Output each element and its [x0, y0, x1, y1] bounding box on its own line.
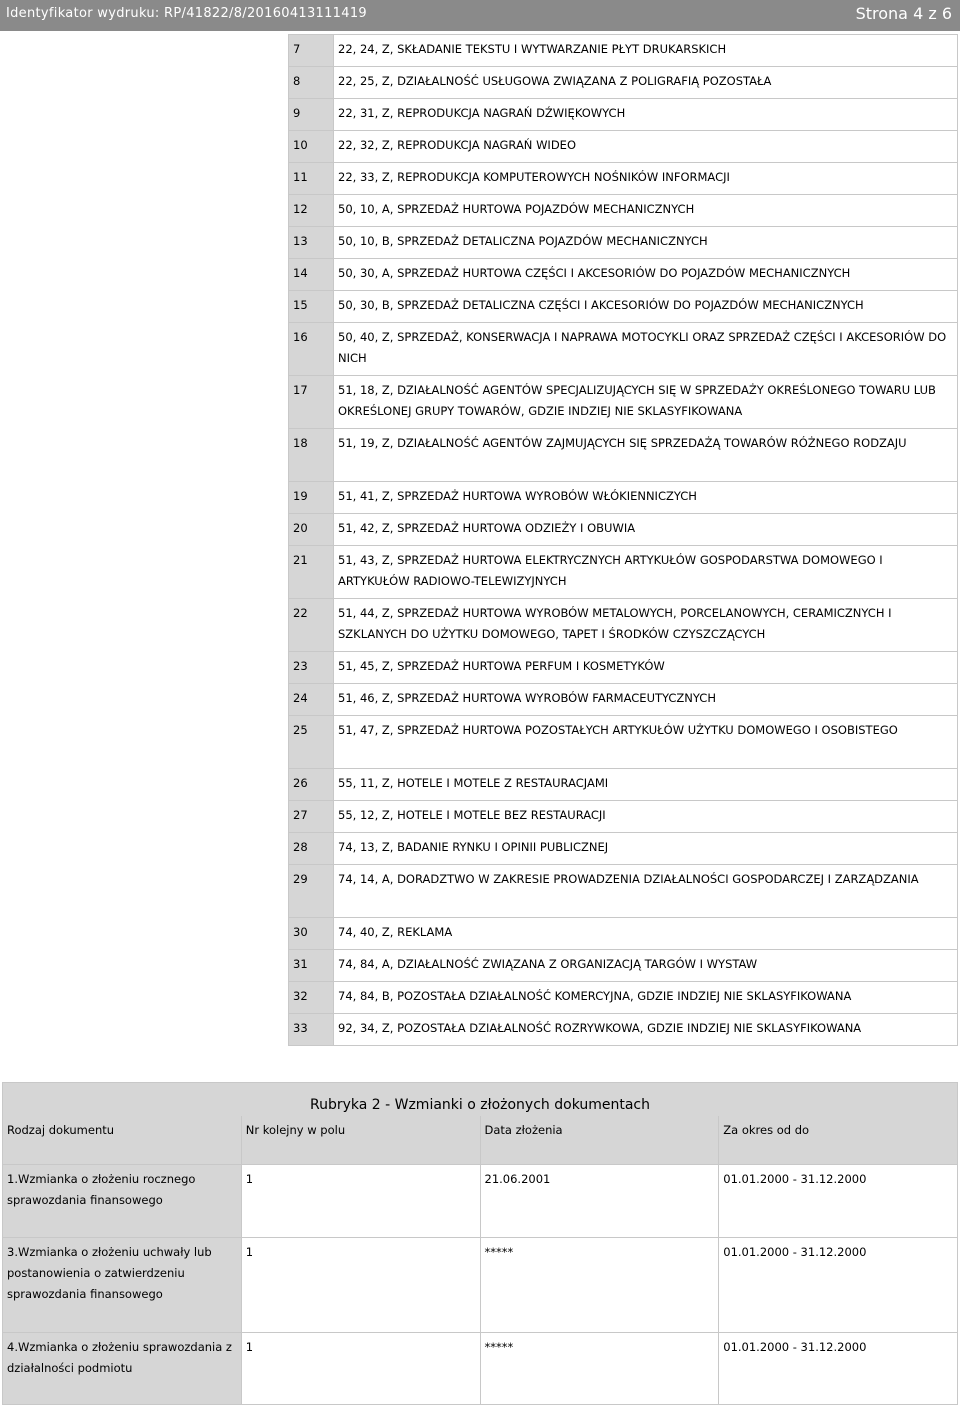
activity-description: 51, 19, Z, DZIAŁALNOŚĆ AGENTÓW ZAJMUJĄCYCH SIĘ SPRZEDAŻĄ TOWARÓW RÓŻNEGO RODZAJU — [334, 429, 958, 482]
activity-description: 51, 44, Z, SPRZEDAŻ HURTOWA WYROBÓW METALOWYCH, PORCELANOWYCH, CERAMICZNYCH I SZKLANYCH DO UŻYTKU DOMOWEGO, TAPET I ŚRODKÓW CZYSZCZĄCYCH — [334, 599, 958, 652]
table-row — [289, 546, 958, 599]
document-number: 1 — [241, 1165, 480, 1238]
table-row — [289, 376, 958, 429]
row-number: 31 — [289, 950, 334, 982]
activity-description: 51, 45, Z, SPRZEDAŻ HURTOWA PERFUM I KOSMETYKÓW — [334, 652, 958, 684]
documents-table — [2, 1082, 958, 1405]
table-row — [289, 259, 958, 291]
row-number: 33 — [289, 1014, 334, 1046]
activity-description: 51, 43, Z, SPRZEDAŻ HURTOWA ELEKTRYCZNYCH ARTYKUŁÓW GOSPODARSTWA DOMOWEGO I ARTYKUŁÓW RADIOWO-TELEWIZYJNYCH — [334, 546, 958, 599]
activity-description: 74, 14, A, DORADZTWO W ZAKRESIE PROWADZENIA DZIAŁALNOŚCI GOSPODARCZEJ I ZARZĄDZANIA — [334, 865, 958, 918]
row-number: 9 — [289, 99, 334, 131]
row-number: 32 — [289, 982, 334, 1014]
table-row — [289, 769, 958, 801]
row-number: 11 — [289, 163, 334, 195]
activity-description: 51, 46, Z, SPRZEDAŻ HURTOWA WYROBÓW FARMACEUTYCZNYCH — [334, 684, 958, 716]
page-indicator: Strona 4 z 6 — [855, 4, 952, 23]
row-number: 19 — [289, 482, 334, 514]
table-row — [289, 482, 958, 514]
table-row — [289, 323, 958, 376]
activity-description: 51, 42, Z, SPRZEDAŻ HURTOWA ODZIEŻY I OBUWIA — [334, 514, 958, 546]
table-row — [289, 227, 958, 259]
activity-description: 22, 33, Z, REPRODUKCJA KOMPUTEROWYCH NOŚNIKÓW INFORMACJI — [334, 163, 958, 195]
activity-description: 74, 84, A, DZIAŁALNOŚĆ ZWIĄZANA Z ORGANIZACJĄ TARGÓW I WYSTAW — [334, 950, 958, 982]
activity-description: 92, 34, Z, POZOSTAŁA DZIAŁALNOŚĆ ROZRYWKOWA, GDZIE INDZIEJ NIE SKLASYFIKOWANA — [334, 1014, 958, 1046]
column-header-period: Za okres od do — [719, 1116, 958, 1165]
document-type: 3.Wzmianka o złożeniu uchwały lub postanowienia o zatwierdzeniu sprawozdania finansowego — [3, 1238, 242, 1333]
section-title-row — [3, 1083, 958, 1117]
table-row — [289, 514, 958, 546]
table-row — [289, 801, 958, 833]
table-row — [289, 982, 958, 1014]
activity-description: 74, 84, B, POZOSTAŁA DZIAŁALNOŚĆ KOMERCYJNA, GDZIE INDZIEJ NIE SKLASYFIKOWANA — [334, 982, 958, 1014]
activity-description: 74, 40, Z, REKLAMA — [334, 918, 958, 950]
activity-description: 22, 31, Z, REPRODUKCJA NAGRAŃ DŹWIĘKOWYCH — [334, 99, 958, 131]
table-row — [289, 99, 958, 131]
document-type: 1.Wzmianka o złożeniu rocznego sprawozdania finansowego — [3, 1165, 242, 1238]
print-identifier: Identyfikator wydruku: RP/41822/8/20160413111419 — [6, 6, 367, 21]
activity-description: 55, 11, Z, HOTELE I MOTELE Z RESTAURACJAMI — [334, 769, 958, 801]
table-row — [289, 429, 958, 482]
table-row — [3, 1165, 958, 1238]
row-number: 25 — [289, 716, 334, 769]
document-period: 01.01.2000 - 31.12.2000 — [719, 1165, 958, 1238]
document-number: 1 — [241, 1238, 480, 1333]
row-number: 13 — [289, 227, 334, 259]
table-row — [289, 918, 958, 950]
print-header — [0, 0, 960, 31]
row-number: 26 — [289, 769, 334, 801]
table-row — [289, 67, 958, 99]
row-number: 8 — [289, 67, 334, 99]
table-row — [289, 1014, 958, 1046]
document-type: 4.Wzmianka o złożeniu sprawozdania z działalności podmiotu — [3, 1333, 242, 1405]
document-number: 1 — [241, 1333, 480, 1405]
activity-description: 50, 30, A, SPRZEDAŻ HURTOWA CZĘŚCI I AKCESORIÓW DO POJAZDÓW MECHANICZNYCH — [334, 259, 958, 291]
activities-table — [288, 34, 958, 1046]
table-row — [289, 865, 958, 918]
table-row — [3, 1333, 958, 1405]
activity-description: 55, 12, Z, HOTELE I MOTELE BEZ RESTAURACJI — [334, 801, 958, 833]
table-row — [289, 291, 958, 323]
row-number: 12 — [289, 195, 334, 227]
table-row — [289, 195, 958, 227]
activity-description: 50, 10, B, SPRZEDAŻ DETALICZNA POJAZDÓW MECHANICZNYCH — [334, 227, 958, 259]
table-row — [3, 1238, 958, 1333]
activity-description: 22, 32, Z, REPRODUKCJA NAGRAŃ WIDEO — [334, 131, 958, 163]
row-number: 29 — [289, 865, 334, 918]
table-row — [289, 35, 958, 67]
column-header-number: Nr kolejny w polu — [241, 1116, 480, 1165]
column-header-type: Rodzaj dokumentu — [3, 1116, 242, 1165]
row-number: 18 — [289, 429, 334, 482]
activity-description: 50, 40, Z, SPRZEDAŻ, KONSERWACJA I NAPRAWA MOTOCYKLI ORAZ SPRZEDAŻ CZĘŚCI I AKCESORIÓW DO NICH — [334, 323, 958, 376]
row-number: 20 — [289, 514, 334, 546]
column-header-row — [3, 1116, 958, 1165]
table-row — [289, 131, 958, 163]
activity-description: 51, 41, Z, SPRZEDAŻ HURTOWA WYROBÓW WŁÓKIENNICZYCH — [334, 482, 958, 514]
row-number: 28 — [289, 833, 334, 865]
row-number: 21 — [289, 546, 334, 599]
table-row — [289, 716, 958, 769]
activity-description: 51, 47, Z, SPRZEDAŻ HURTOWA POZOSTAŁYCH ARTYKUŁÓW UŻYTKU DOMOWEGO I OSOBISTEGO — [334, 716, 958, 769]
document-date: ***** — [480, 1333, 719, 1405]
table-row — [289, 833, 958, 865]
table-row — [289, 599, 958, 652]
activity-description: 50, 30, B, SPRZEDAŻ DETALICZNA CZĘŚCI I AKCESORIÓW DO POJAZDÓW MECHANICZNYCH — [334, 291, 958, 323]
row-number: 15 — [289, 291, 334, 323]
table-row — [289, 684, 958, 716]
table-row — [289, 950, 958, 982]
table-row — [289, 163, 958, 195]
row-number: 24 — [289, 684, 334, 716]
document-period: 01.01.2000 - 31.12.2000 — [719, 1238, 958, 1333]
row-number: 23 — [289, 652, 334, 684]
activity-description: 22, 25, Z, DZIAŁALNOŚĆ USŁUGOWA ZWIĄZANA Z POLIGRAFIĄ POZOSTAŁA — [334, 67, 958, 99]
row-number: 7 — [289, 35, 334, 67]
row-number: 17 — [289, 376, 334, 429]
row-number: 16 — [289, 323, 334, 376]
activity-description: 50, 10, A, SPRZEDAŻ HURTOWA POJAZDÓW MECHANICZNYCH — [334, 195, 958, 227]
row-number: 10 — [289, 131, 334, 163]
row-number: 27 — [289, 801, 334, 833]
activity-description: 74, 13, Z, BADANIE RYNKU I OPINII PUBLICZNEJ — [334, 833, 958, 865]
document-date: 21.06.2001 — [480, 1165, 719, 1238]
row-number: 14 — [289, 259, 334, 291]
table-row — [289, 652, 958, 684]
document-date: ***** — [480, 1238, 719, 1333]
row-number: 30 — [289, 918, 334, 950]
row-number: 22 — [289, 599, 334, 652]
section-title: Rubryka 2 - Wzmianki o złożonych dokumentach — [3, 1083, 958, 1117]
document-period: 01.01.2000 - 31.12.2000 — [719, 1333, 958, 1405]
activity-description: 51, 18, Z, DZIAŁALNOŚĆ AGENTÓW SPECJALIZUJĄCYCH SIĘ W SPRZEDAŻY OKREŚLONEGO TOWARU LUB OKREŚLONEJ GRUPY TOWARÓW, GDZIE INDZIEJ NIE SKLASYFIKOWANA — [334, 376, 958, 429]
activity-description: 22, 24, Z, SKŁADANIE TEKSTU I WYTWARZANIE PŁYT DRUKARSKICH — [334, 35, 958, 67]
column-header-date: Data złożenia — [480, 1116, 719, 1165]
